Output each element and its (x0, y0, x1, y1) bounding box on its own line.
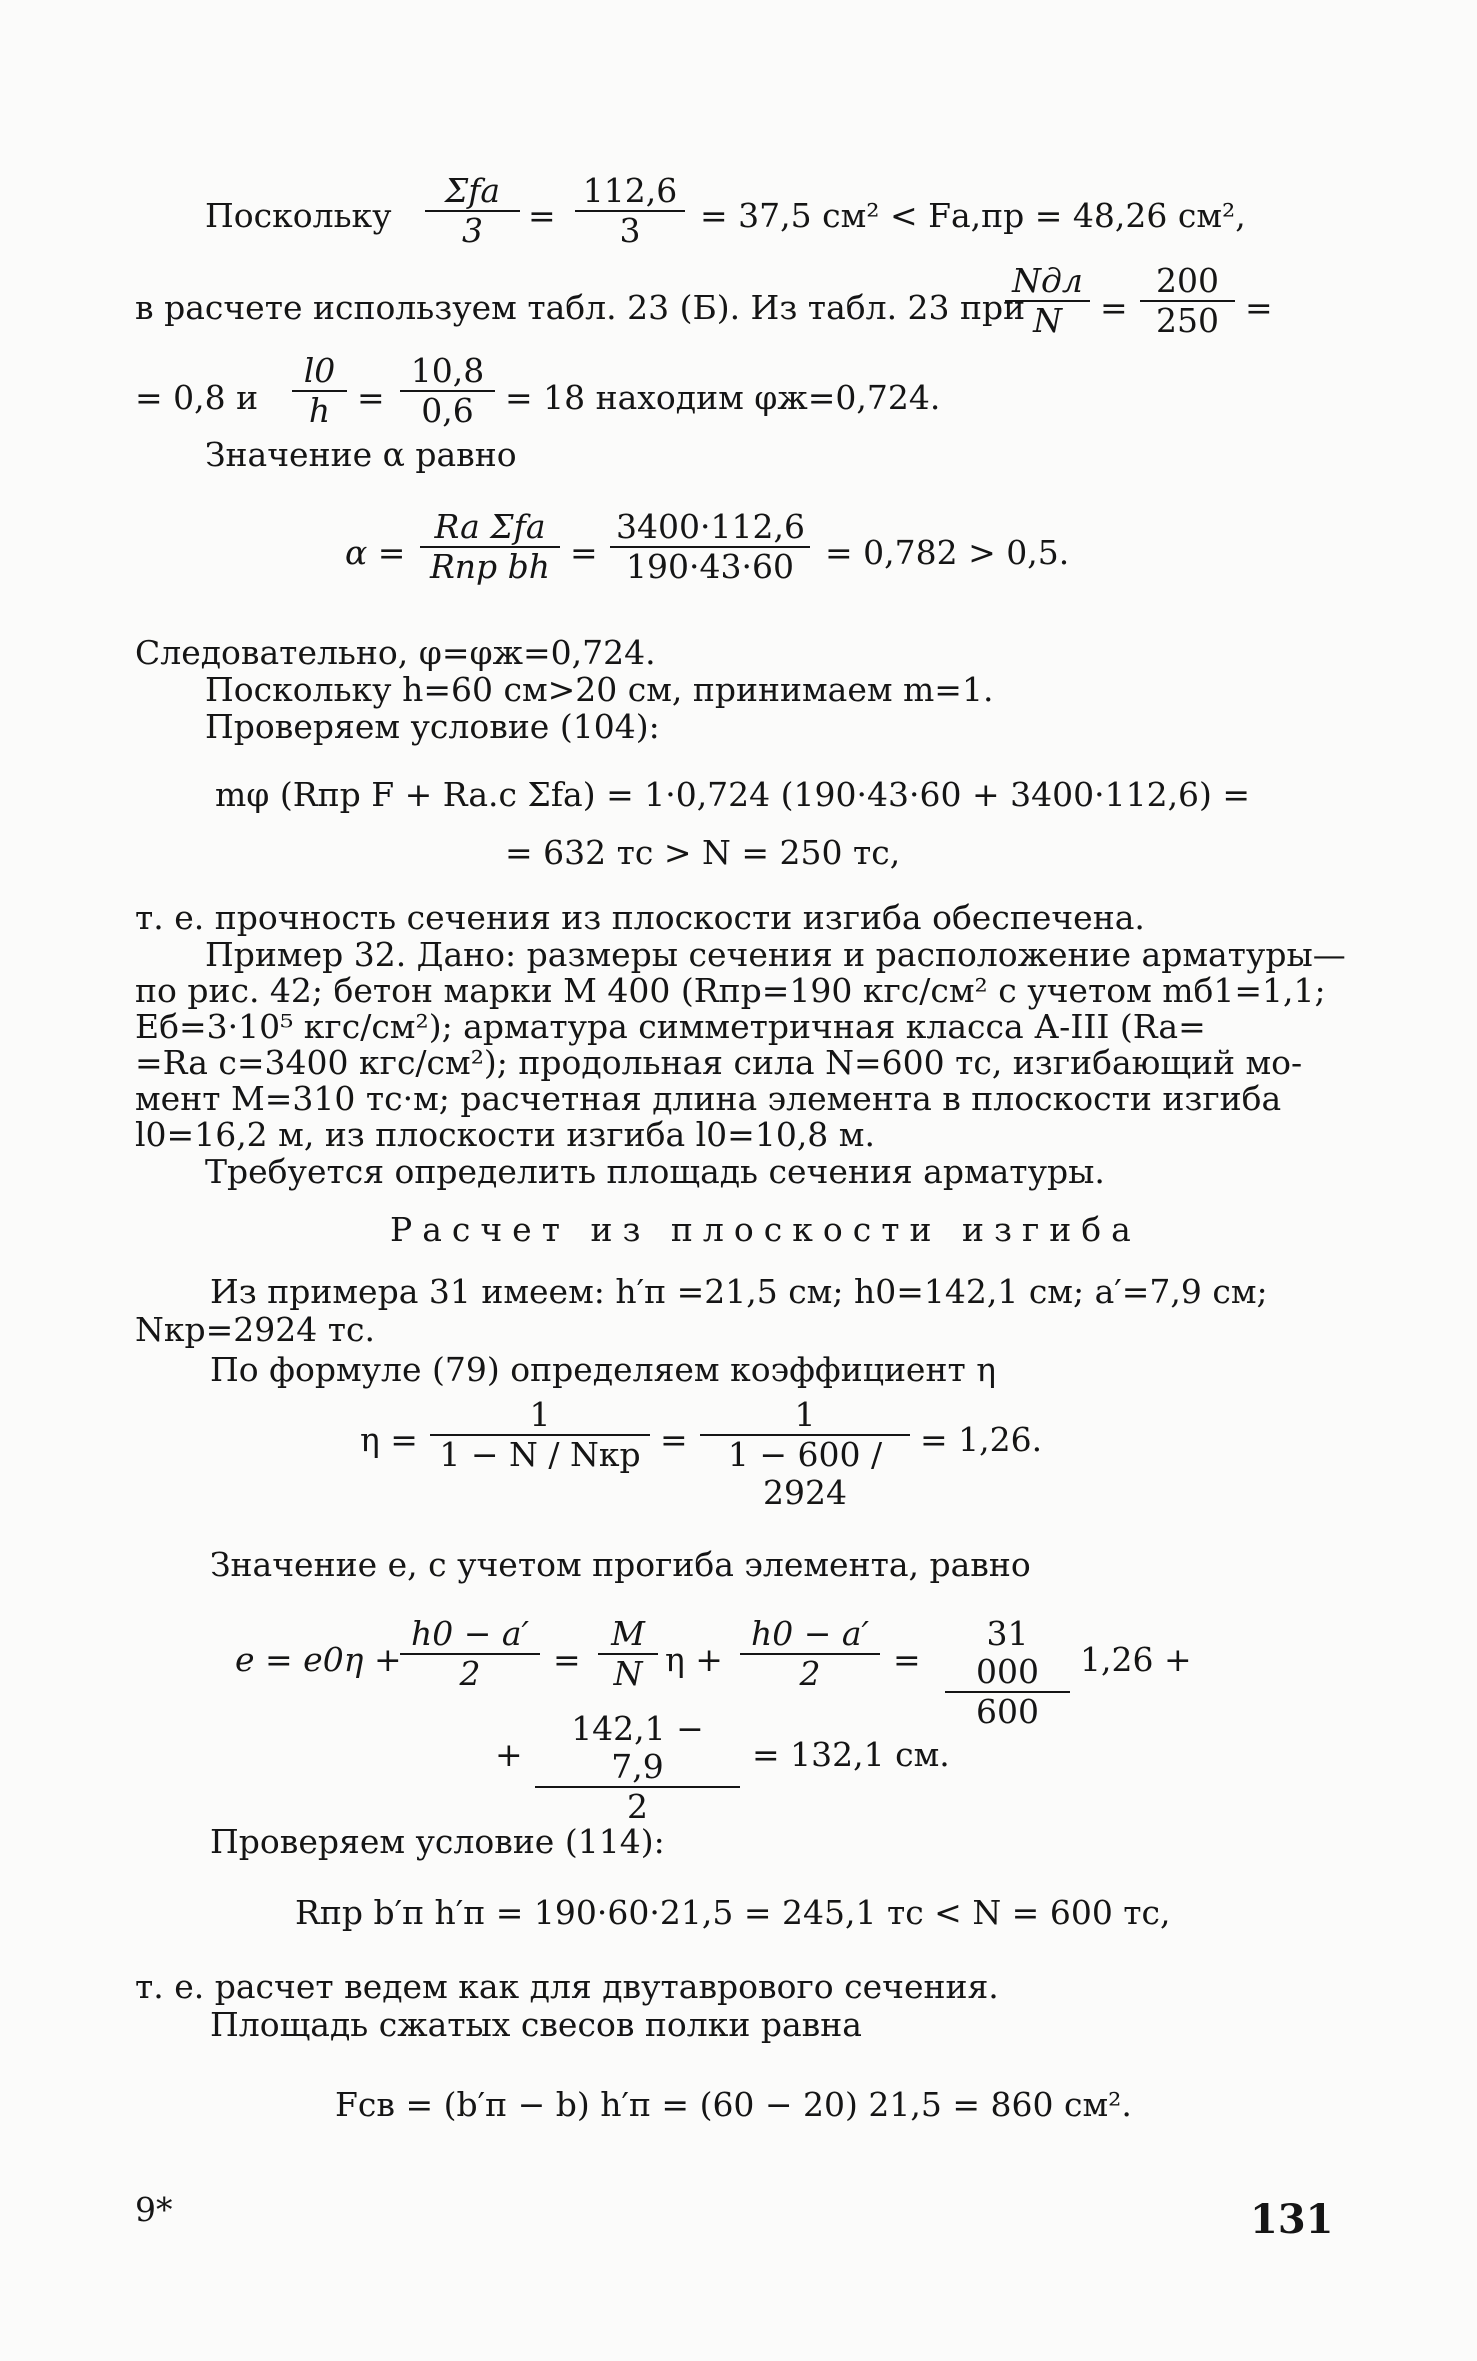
equals: = (893, 1640, 921, 1679)
fraction (740, 1615, 880, 1693)
text-line: т. е. расчет ведем как для двутаврового сечения. (135, 1967, 999, 2006)
equals: = (1245, 288, 1273, 327)
text-line: в расчете используем табл. 23 (Б). Из табл. 23 при (135, 288, 1026, 327)
denominator: 3 (575, 210, 685, 250)
denominator: 3 (425, 210, 520, 250)
numerator: l0 (303, 351, 336, 390)
text-line: l0=16,2 м, из плоскости изгиба l0=10,8 м. (135, 1115, 875, 1154)
signature-mark: 9* (135, 2190, 173, 2229)
formula-result: = 1,26. (920, 1420, 1043, 1459)
fraction (700, 1396, 910, 1512)
formula-lhs: e = e0η + (235, 1640, 402, 1679)
denominator: 1 − N / Nкр (430, 1434, 650, 1474)
text-line: = 0,8 и (135, 378, 259, 417)
formula-line: mφ (Rпр F + Ra.c Σfa) = 1·0,724 (190·43·60 + 3400·112,6) = (215, 775, 1251, 814)
fraction (425, 172, 520, 250)
text-line: Поскольку (205, 196, 392, 235)
equals: = (1100, 288, 1128, 327)
text-line: мент M=310 тс·м; расчетная длина элемента в плоскости изгиба (135, 1079, 1282, 1118)
numerator: M (611, 1614, 645, 1653)
denominator: 190·43·60 (610, 546, 810, 586)
denominator: 0,6 (400, 390, 495, 430)
denominator: N (1005, 300, 1090, 340)
equals: = (570, 533, 598, 572)
numerator: 142,1 − 7,9 (571, 1709, 704, 1786)
fraction (575, 172, 685, 250)
text-line: Из примера 31 имеем: h′п =21,5 см; h0=142,1 см; a′=7,9 см; (210, 1272, 1268, 1311)
fraction (430, 1396, 650, 1474)
fraction (598, 1615, 658, 1693)
section-heading: Расчет из плоскости изгиба (390, 1210, 1141, 1249)
fraction (292, 352, 347, 430)
text-line: т. е. прочность сечения из плоскости изгиба обеспечена. (135, 898, 1145, 937)
text-line: Nкр=2924 тс. (135, 1310, 375, 1349)
numerator: 3400·112,6 (616, 507, 805, 546)
text-line: Поскольку h=60 см>20 см, принимаем m=1. (205, 670, 994, 709)
fraction (610, 508, 810, 586)
numerator: 10,8 (410, 351, 485, 390)
numerator: Ra Σfa (434, 507, 546, 546)
fraction (400, 352, 495, 430)
fraction (420, 508, 560, 586)
text-line: по рис. 42; бетон марки М 400 (Rпр=190 кгс/см² с учетом mб1=1,1; (135, 971, 1326, 1010)
page-number: 131 (1250, 2196, 1334, 2243)
text-line: Следовательно, φ=φж=0,724. (135, 633, 656, 672)
fraction (945, 1615, 1070, 1731)
fraction (535, 1710, 740, 1826)
numerator: 1 (529, 1395, 551, 1434)
fraction (400, 1615, 540, 1693)
text-line: = 18 находим φж=0,724. (505, 378, 941, 417)
numerator: 200 (1156, 261, 1219, 300)
text-line: По формуле (79) определяем коэффициент η (210, 1350, 996, 1389)
denominator: h (292, 390, 347, 430)
formula-line: = 632 тс > N = 250 тс, (505, 833, 901, 872)
equals: = (553, 1640, 581, 1679)
text-line: Площадь сжатых свесов полки равна (210, 2005, 862, 2044)
equals: = (528, 196, 556, 235)
denominator: 1 − 600 / 2924 (700, 1434, 910, 1512)
formula-part: 1,26 + (1080, 1640, 1192, 1679)
formula-part: η + (665, 1640, 723, 1679)
numerator: 112,6 (582, 171, 678, 210)
denominator: 2 (400, 1653, 540, 1693)
equals: = (357, 378, 385, 417)
formula-result: = 132,1 см. (752, 1735, 950, 1774)
text-line: = 37,5 см² < Fа,пр = 48,26 см², (700, 196, 1246, 235)
formula-line: Rпр b′п h′п = 190·60·21,5 = 245,1 тс < N = 600 тс, (295, 1893, 1171, 1932)
text-line: Eб=3·10⁵ кгс/см²); арматура симметричная класса А-III (Ra= (135, 1007, 1206, 1046)
numerator: h0 − a′ (750, 1614, 870, 1653)
text-line: =Ra c=3400 кгс/см²); продольная сила N=600 тс, изгибающий мо- (135, 1043, 1303, 1082)
equals: = (660, 1420, 688, 1459)
text-line: Требуется определить площадь сечения арматуры. (205, 1152, 1105, 1191)
denominator: 600 (945, 1691, 1070, 1731)
denominator: 250 (1140, 300, 1235, 340)
fraction (1005, 262, 1090, 340)
numerator: 1 (794, 1395, 816, 1434)
numerator: 31 000 (976, 1614, 1039, 1691)
formula-lhs: η = (360, 1420, 418, 1459)
text-line: Значение e, с учетом прогиба элемента, равно (210, 1545, 1031, 1584)
text-line: Проверяем условие (114): (210, 1822, 665, 1861)
fraction (1140, 262, 1235, 340)
denominator: 2 (740, 1653, 880, 1693)
text-line: Пример 32. Дано: размеры сечения и расположение арматуры— (205, 935, 1346, 974)
formula-lhs: α = (345, 533, 406, 572)
text-line: Проверяем условие (104): (205, 707, 660, 746)
text-line: Значение α равно (205, 435, 517, 474)
formula-result: = 0,782 > 0,5. (825, 533, 1070, 572)
denominator: 2 (535, 1786, 740, 1826)
formula-part: + (495, 1735, 523, 1774)
formula-line: Fсв = (b′п − b) h′п = (60 − 20) 21,5 = 860 см². (335, 2085, 1132, 2124)
denominator: Rпр bh (420, 546, 560, 586)
numerator: Σfa (444, 171, 501, 210)
denominator: N (598, 1653, 658, 1693)
numerator: h0 − a′ (410, 1614, 530, 1653)
numerator: Nдл (1012, 261, 1083, 300)
